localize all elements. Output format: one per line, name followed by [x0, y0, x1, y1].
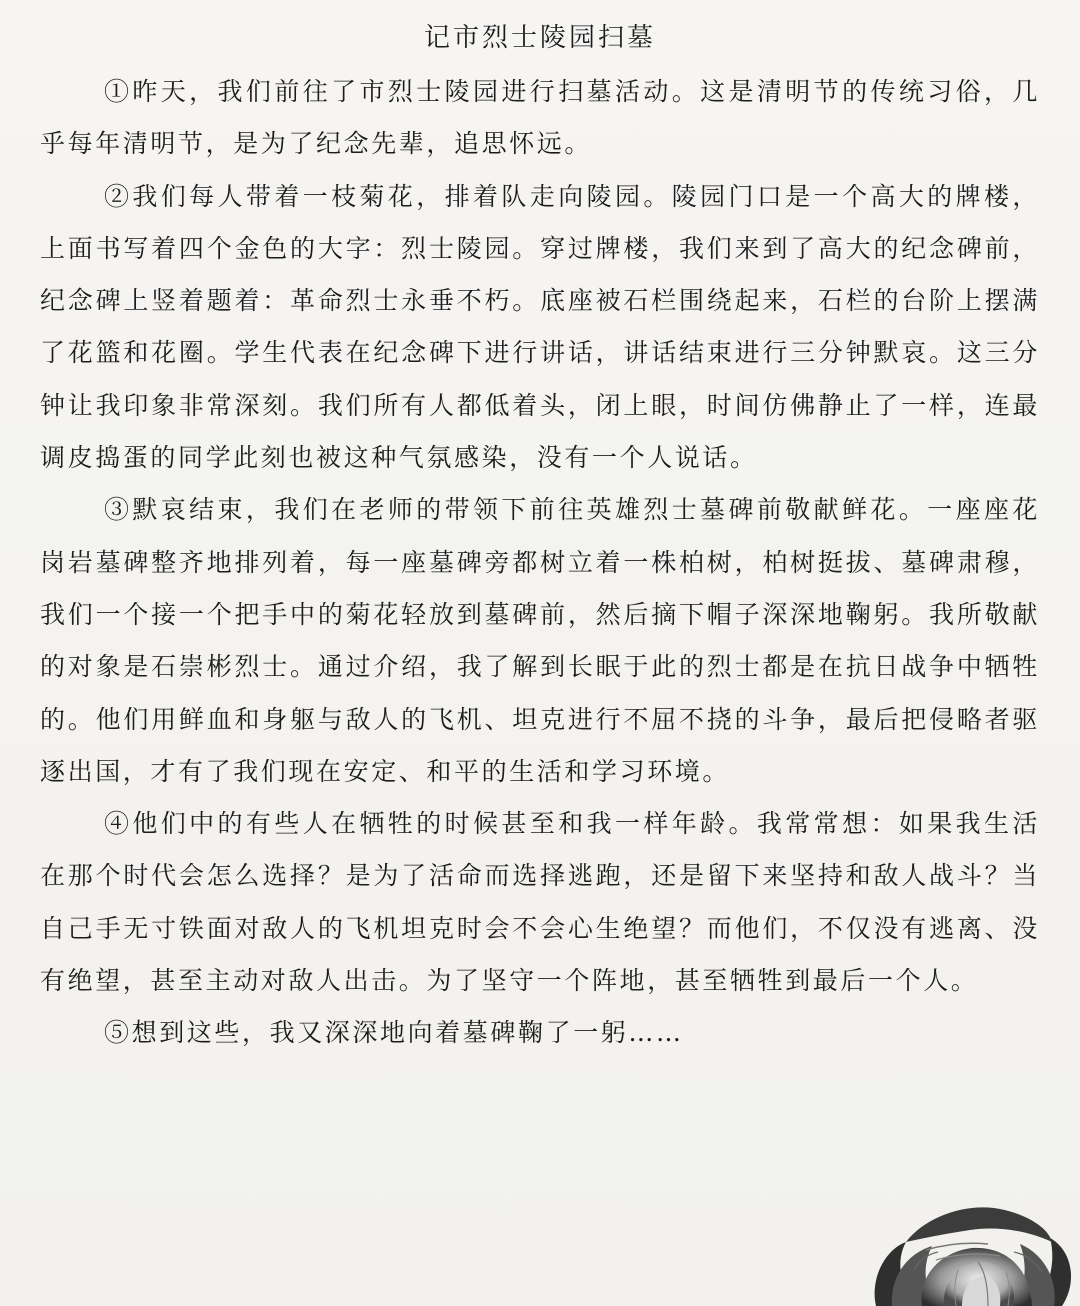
paragraph-2: ②我们每人带着一枝菊花，排着队走向陵园。陵园门口是一个高大的牌楼，上面书写着四个金色的大字：烈士陵园。穿过牌楼，我们来到了高大的纪念碑前，纪念碑上竖着题着：革命烈士永垂不朽。底座被石栏围绕起来，石栏的台阶上摆满了花篮和花圈。学生代表在纪念碑下进行讲话，讲话结束进行三分钟默哀。这三分钟让我印象非常深刻。我们所有人都低着头，闭上眼，时间仿佛静止了一样，连最调皮捣蛋的同学此刻也被这种气氛感染，没有一个人说话。: [40, 181, 1040, 473]
paragraph-3: ③默哀结束，我们在老师的带领下前往英雄烈士墓碑前敬献鲜花。一座座花岗岩墓碑整齐地排列着，每一座墓碑旁都树立着一株柏树，柏树挺拔、墓碑肃穆，我们一个接一个把手中的菊花轻放到墓碑前，然后摘下帽子深深地鞠躬。我所敬献的对象是石崇彬烈士。通过介绍，我了解到长眠于此的烈士都是在抗日战争中牺牲的。他们用鲜血和身躯与敌人的飞机、坦克进行不屈不挠的斗争，最后把侵略者驱逐出国，才有了我们现在安定、和平的生活和学习环境。: [40, 495, 1040, 786]
paragraph-5: ⑤想到这些，我又深深地向着墓碑鞠了一躬……: [104, 1018, 684, 1048]
essay-body: [40, 66, 1040, 1060]
paragraph-4: ④他们中的有些人在牺牲的时候甚至和我一样年龄。我常常想：如果我生活在那个时代会怎么选择？是为了活命而选择逃跑，还是留下来坚持和敌人战斗？当自己手无寸铁面对敌人的飞机坦克时会不会心生绝望？而他们，不仅没有逃离、没有绝望，甚至主动对敌人出击。为了坚守一个阵地，甚至牺牲到最后一个人。: [40, 809, 1040, 996]
chrysanthemum-illustration-icon: [866, 1190, 1080, 1306]
essay-title: 记市烈士陵园扫墓: [423, 23, 656, 53]
paragraph-1: ①昨天，我们前往了市烈士陵园进行扫墓活动。这是清明节的传统习俗，几乎每年清明节，是为了纪念先辈，追思怀远。: [40, 77, 1040, 159]
